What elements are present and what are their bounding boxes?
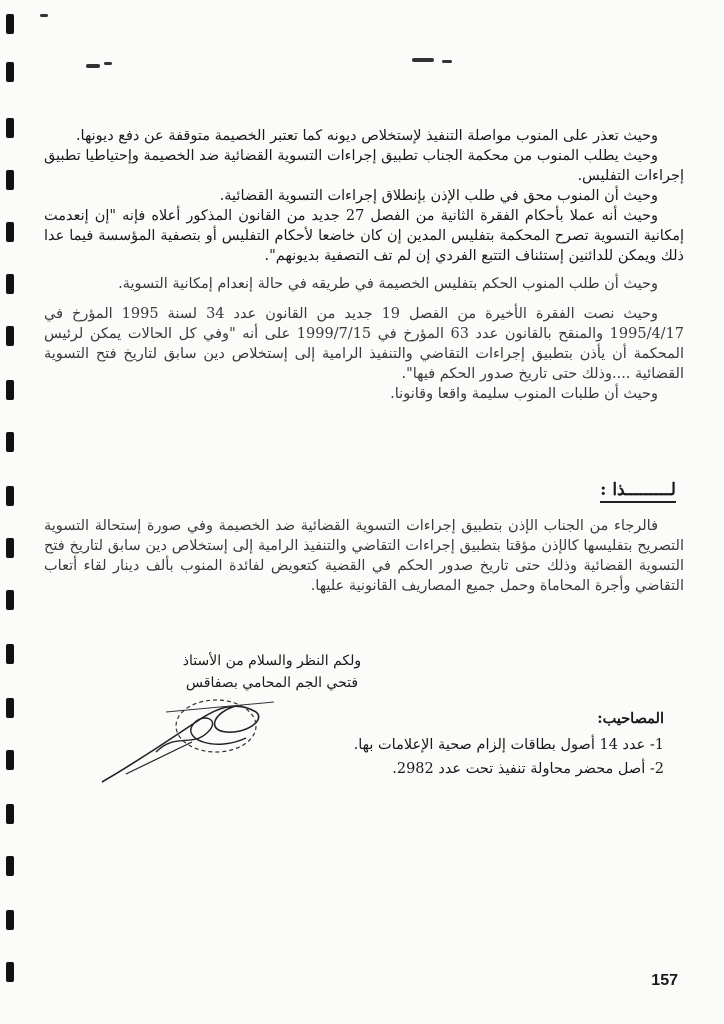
binding-holes bbox=[4, 0, 18, 1024]
paragraph-5: وحيث أن طلب المنوب الحكم بتفليس الخصيمة في طريقه في حالة إنعدام إمكانية التسوية. bbox=[118, 276, 658, 292]
attachments-block bbox=[234, 707, 664, 781]
attachments-title: المصاحيب: bbox=[597, 710, 664, 727]
lawyer-name: فتحي الجم المحامي بصفاقس bbox=[185, 675, 359, 691]
letter-body bbox=[44, 126, 684, 404]
request-paragraph: فالرجاء من الجناب الإذن بتطبيق إجراءات التسوية القضائية ضد الخصيمة وفي صورة إستحالة التسوية التصريح بتفليسها كالإذن مؤقتا بتطبيق إجراءات التقاضي والتنفيذ الرامية إلى إستخلاص دين سابق لتاريخ فتح التسوية القضائية وذلك حتى تاريخ صدور الحكم في القضية كتعويض لفائدة المنوب بألف دينار لقاء أتعاب التقاضي وأجرة المحاماة وحمل جميع المصاريف القانونية عليها. bbox=[44, 518, 684, 594]
paragraph-4: وحيث أنه عملا بأحكام الفقرة الثانية من الفصل 27 جديد من القانون المذكور أعلاه فإنه "إن إنعدمت إمكانية التسوية تصرح المحكمة بتفليس المدين إن كان خاضعا لأحكام التفليس أو بتصفية المؤسسة فيما عدا ذلك ويمكن للدائنين إستئناف التتبع الفردي إن لم تف التصفية بديونهم". bbox=[44, 208, 684, 264]
paragraph-3: وحيث أن المنوب محق في طلب الإذن بإنطلاق إجراءات التسوية القضائية. bbox=[219, 188, 658, 204]
paragraph-6: وحيث نصت الفقرة الأخيرة من الفصل 19 جديد من القانون عدد 34 لسنة 1995 المؤرخ في 1995/4/17 والمنقح بالقانون عدد 63 المؤرخ في 1999/7/15 على أنه "وفي كل الحالات يمكن لرئيس المحكمة أن يأذن بتطبيق إجراءات التقاضي والتنفيذ الرامية إلى إستخلاص دين سابق لتاريخ فتح التسوية القضائية ....وذلك حتى تاريخ صدور الحكم فيها". bbox=[44, 306, 685, 382]
paragraph-7: وحيث أن طلبات المنوب سليمة واقعا وقانونا. bbox=[390, 386, 658, 402]
request-block bbox=[44, 516, 684, 596]
paragraph-2: وحيث يطلب المنوب من محكمة الجناب تطبيق إجراءات التسوية القضائية ضد الخصيمة وإحتياطيا تطبيق إجراءات التفليس. bbox=[44, 148, 684, 184]
paragraph-1: وحيث تعذر على المنوب مواصلة التنفيذ لإستخلاص ديونه كما تعتبر الخصيمة متوقفة عن دفع ديونها. bbox=[75, 128, 658, 144]
attachment-item-1: 1- عدد 14 أصول بطاقات إلزام صحية الإعلامات بها. bbox=[353, 737, 664, 753]
section-heading: لـــــــــذا : bbox=[600, 480, 676, 503]
attachment-item-2: 2- أصل محضر محاولة تنفيذ تحت عدد 2982. bbox=[392, 761, 664, 777]
closing-salutation: ولكم النظر والسلام من الأستاذ bbox=[182, 653, 362, 669]
page-number: 157 bbox=[651, 972, 678, 989]
